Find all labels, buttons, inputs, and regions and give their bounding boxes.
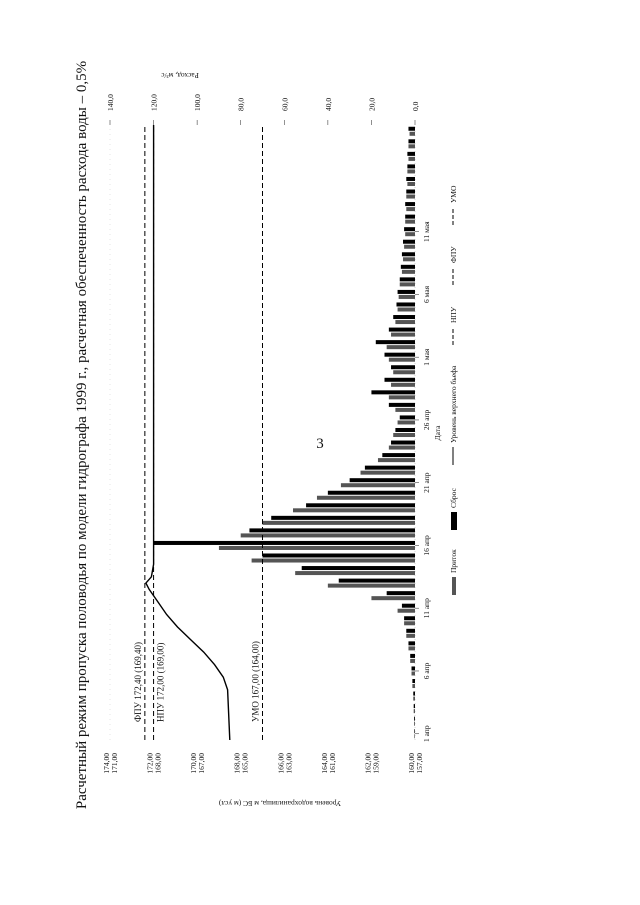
left-tick-label: 160,00 [407, 753, 416, 774]
inflow-bar [393, 433, 415, 437]
reference-line-label: УМО 167,00 (164,00) [250, 641, 261, 722]
release-bar [408, 641, 415, 645]
release-bar [385, 353, 416, 357]
release-bar [339, 579, 415, 583]
left-tick-label-alt: 163,00 [284, 753, 294, 774]
x-tick-label: 11 апр [422, 598, 431, 619]
inflow-bar [398, 420, 415, 424]
release-bar [249, 528, 415, 532]
left-tick-label-alt: 157,00 [415, 753, 424, 774]
legend [449, 185, 458, 595]
inflow-bar [387, 345, 415, 349]
bar-series [154, 127, 415, 738]
right-tick-label: 140,0 [106, 94, 115, 111]
release-bar [371, 390, 415, 394]
inflow-bar [405, 220, 415, 224]
release-bar [408, 139, 415, 143]
inflow-bar [389, 358, 415, 362]
release-bar [405, 202, 415, 206]
release-bar [407, 152, 415, 156]
inflow-bar [414, 722, 415, 726]
inflow-bar [404, 245, 415, 249]
inflow-bar [393, 370, 415, 374]
inflow-bar [378, 458, 415, 462]
inflow-bar [410, 659, 415, 663]
legend-label: Уровень верхнего бьефа [449, 365, 458, 443]
x-tick-label: 16 апр [422, 535, 431, 556]
legend-swatch [451, 512, 457, 530]
release-bar [413, 692, 415, 696]
inflow-bar [399, 295, 415, 299]
inflow-bar [295, 571, 415, 575]
inflow-bar [408, 646, 415, 650]
inflow-bar [403, 257, 415, 261]
right-tick-label: 40,0 [323, 97, 333, 111]
release-bar [385, 378, 416, 382]
release-bar [154, 541, 415, 545]
release-bar [414, 729, 415, 733]
x-tick-label: 11 мая [422, 221, 431, 242]
release-bar [408, 127, 415, 131]
inflow-bar [405, 232, 415, 236]
legend-label: ФПУ [449, 246, 458, 263]
right-tick-label: 80,0 [236, 97, 246, 111]
right-tick-label: 100,0 [193, 94, 203, 111]
chart-title: Расчетный режим пропуска половодья по модели гидрографа 1999 г., расчетная обеспеченность расхода воды – 0,5% [74, 60, 90, 810]
inflow-bar [371, 596, 415, 600]
release-bar [387, 591, 415, 595]
left-tick-label: 174,00 [102, 753, 111, 774]
release-bar [389, 403, 415, 407]
left-tick-label: 170,00 [189, 753, 199, 774]
page-number: 3 [316, 436, 324, 452]
release-bar [407, 164, 415, 168]
release-bar [391, 365, 415, 369]
inflow-bar [408, 157, 415, 161]
release-bar [402, 252, 415, 256]
left-tick-label-alt: 167,00 [197, 753, 207, 774]
inflow-bar [402, 270, 415, 274]
release-bar [398, 290, 415, 294]
release-bar [404, 227, 415, 231]
inflow-bar [389, 395, 415, 399]
release-bar [376, 340, 415, 344]
release-bar [404, 616, 415, 620]
release-bar [389, 328, 415, 332]
release-bar [400, 415, 415, 419]
x-axis-label: Дата [433, 425, 442, 441]
inflow-bar [361, 471, 415, 475]
inflow-bar [341, 483, 415, 487]
release-bar [328, 491, 415, 495]
left-tick-label-alt: 161,00 [327, 753, 337, 774]
release-bar [412, 679, 415, 683]
inflow-bar [241, 533, 415, 537]
release-bar [263, 553, 416, 557]
inflow-bar [391, 333, 415, 337]
inflow-bar [400, 282, 415, 286]
left-axis-label: Уровень водохранилища, м БС (м усл) [218, 799, 342, 808]
left-tick-label-alt: 159,00 [371, 753, 381, 774]
inflow-bar [391, 383, 415, 387]
release-bar [401, 265, 415, 269]
right-tick-label: 20,0 [367, 97, 377, 111]
x-tick-label: 6 мая [422, 285, 431, 303]
release-bar [302, 566, 415, 570]
left-tick-label-alt: 165,00 [240, 753, 250, 774]
release-bar [414, 717, 415, 721]
inflow-bar [406, 207, 415, 211]
reference-line-label: ФПУ 172,40 (169,40) [132, 642, 143, 722]
release-bar [406, 177, 415, 181]
release-bar [350, 478, 415, 482]
left-axis-ticks [102, 753, 424, 774]
right-axis-ticks [106, 94, 420, 125]
reference-lines [133, 125, 263, 740]
inflow-bar [252, 559, 415, 563]
left-tick-label: 162,00 [363, 753, 373, 774]
x-tick-label: 21 апр [422, 472, 431, 493]
legend-label: НПУ [449, 306, 458, 323]
release-bar [306, 503, 415, 507]
inflow-bar [293, 508, 415, 512]
legend-label: Приток [449, 549, 458, 573]
inflow-bar [414, 709, 415, 713]
right-axis-label: Расход, м³/с [161, 71, 199, 80]
release-bar [414, 704, 415, 708]
legend-label: Сброс [449, 488, 458, 508]
release-bar [412, 666, 415, 670]
x-axis-ticks [415, 221, 431, 742]
reference-line-label: НПУ 172,00 (169,00) [155, 642, 166, 722]
release-bar [365, 466, 415, 470]
inflow-bar [413, 697, 415, 701]
release-bar [405, 215, 415, 219]
release-bar [410, 654, 415, 658]
inflow-bar [317, 496, 415, 500]
right-tick-label: 60,0 [280, 97, 290, 111]
release-bar [400, 277, 415, 281]
right-tick-label: 0,0 [411, 101, 420, 111]
inflow-bar [263, 521, 416, 525]
inflow-bar [406, 634, 415, 638]
inflow-bar [414, 734, 415, 738]
x-tick-label: 6 апр [422, 662, 431, 680]
inflow-bar [408, 144, 415, 148]
inflow-bar [219, 546, 415, 550]
release-bar [396, 302, 415, 306]
release-bar [391, 441, 415, 445]
release-bar [403, 240, 415, 244]
inflow-bar [406, 195, 415, 199]
x-tick-label: 1 апр [422, 725, 431, 743]
inflow-bar [404, 621, 415, 625]
left-tick-label-alt: 168,00 [153, 753, 163, 774]
inflow-bar [412, 671, 415, 675]
x-tick-label: 26 апр [422, 409, 431, 431]
rotated-chart-page [70, 55, 500, 815]
release-bar [271, 516, 415, 520]
release-bar [406, 190, 415, 194]
release-bar [382, 453, 415, 457]
inflow-bar [412, 684, 415, 688]
release-bar [395, 428, 415, 432]
right-tick-label: 120,0 [149, 94, 159, 111]
legend-swatch [452, 577, 456, 595]
inflow-bar [395, 320, 415, 324]
legend-label: УМО [449, 185, 458, 203]
flood-release-chart [70, 55, 500, 815]
inflow-bar [398, 609, 415, 613]
x-tick-label: 1 мая [422, 348, 431, 366]
inflow-bar [328, 584, 415, 588]
left-tick-label: 172,00 [145, 753, 155, 774]
release-bar [393, 315, 415, 319]
inflow-bar [407, 182, 415, 186]
inflow-bar [395, 408, 415, 412]
left-tick-label: 166,00 [276, 753, 286, 774]
left-tick-label-alt: 171,00 [110, 753, 119, 774]
inflow-bar [410, 132, 415, 136]
inflow-bar [407, 169, 415, 173]
left-tick-label: 164,00 [319, 753, 329, 774]
release-bar [406, 629, 415, 633]
left-tick-label: 168,00 [232, 753, 242, 774]
release-bar [402, 604, 415, 608]
inflow-bar [389, 446, 415, 450]
inflow-bar [398, 307, 415, 311]
